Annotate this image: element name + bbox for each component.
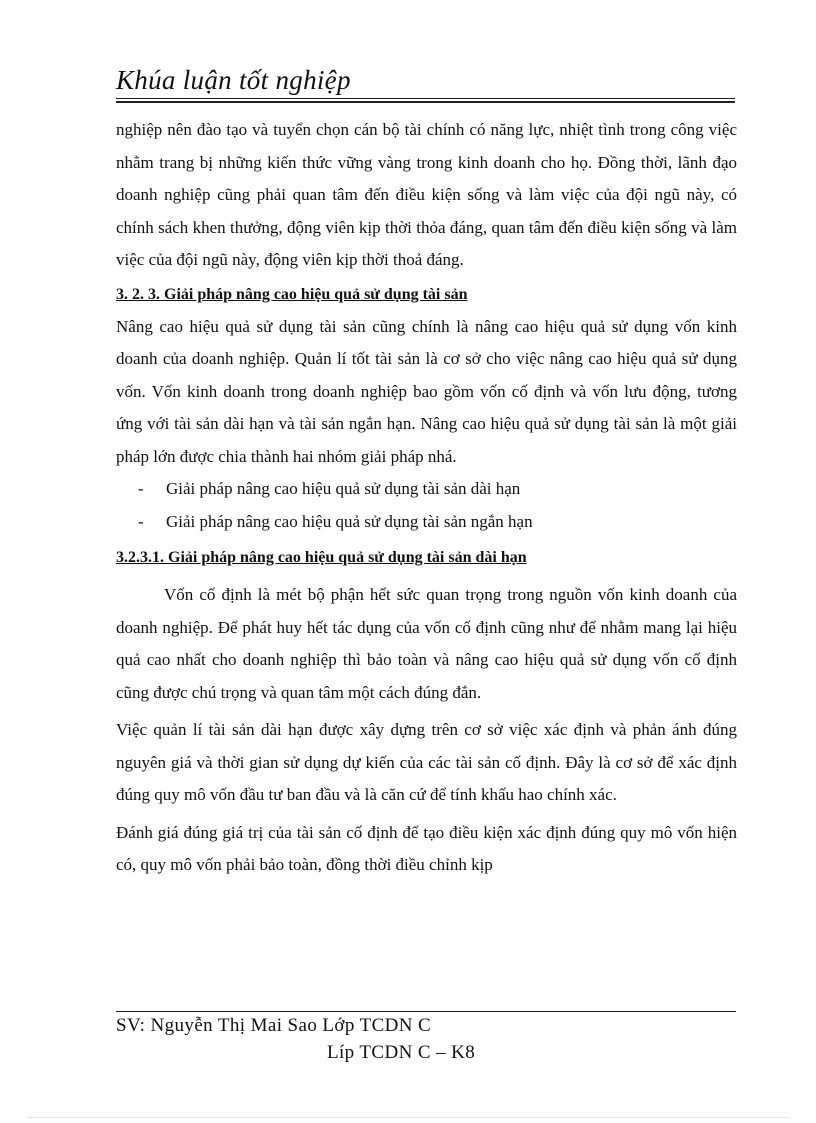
paragraph-valuation: Đánh giá đúng giá trị của tài sản cố định để tạo điều kiện xác định đúng quy mô vốn hiện có, quy mô vốn phải bảo toàn, đồng thời điều chỉnh kịp xyxy=(116,822,737,874)
section-heading-3-2-3-1: 3.2.3.1. Giải pháp nâng cao hiệu quả sử dụng tài sản dài hạn xyxy=(116,549,527,566)
list-item-text: Giải pháp nâng cao hiệu quả sử dụng tài sản ngắn hạn xyxy=(166,511,533,531)
paragraph-fixed-capital: Vốn cố định là mét bộ phận hết sức quan trọng trong nguồn vốn kinh doanh của doanh nghiệp. Để phát huy hết tác dụng của vốn cố định cũng như để nhằm mang lại hiệu quả cao nhất cho doanh nghiệp thì bảo toàn và nâng cao hiệu quả sử dụng vốn cố định cũng được chú trọng và quan tâm một cách đúng đắn. xyxy=(116,585,737,702)
solution-list xyxy=(116,473,737,538)
paragraph-intro: nghiệp nên đào tạo và tuyển chọn cán bộ tài chính có năng lực, nhiệt tình trong công việc nhằm trang bị những kiến thức vững vàng trong kinh doanh cho họ. Đồng thời, lãnh đạo doanh nghiệp cũng phải quan tâm đến điều kiện sống và làm việc của đội ngũ này, có chính sách khen thưởng, động viên kịp thời thỏa đáng, quan tâm đến điều kiện sống và làm việc của đội ngũ này, động viên kịp thời thoả đáng. xyxy=(116,120,737,269)
bullet-dash-icon: - xyxy=(138,479,144,498)
footer-student-line: SV: Nguyễn Thị Mai Sao Lớp TCDN C xyxy=(116,1015,432,1036)
footer-class-line: Líp TCDN C – K8 xyxy=(327,1042,476,1063)
document-body xyxy=(116,114,737,882)
header-rule-top xyxy=(116,98,735,99)
list-item-text: Giải pháp nâng cao hiệu quả sử dụng tài sản dài hạn xyxy=(166,479,521,498)
footer-rule xyxy=(116,1011,736,1012)
paragraph-asset-efficiency: Nâng cao hiệu quả sử dụng tài sản cũng chính là nâng cao hiệu quả sử dụng vốn kinh doanh của doanh nghiệp. Quản lí tốt tài sản là cơ sở cho việc nâng cao hiệu quả sử dụng vốn. Vốn kinh doanh trong doanh nghiệp bao gồm vốn cố định và vốn lưu động, tương ứng với tài sản dài hạn và tài sản ngắn hạn. Nâng cao hiệu quả sử dụng tài sản là một giải pháp lớn được chia thành hai nhóm giải pháp nhá. xyxy=(116,316,737,466)
list-item xyxy=(116,506,737,539)
header-rule-bottom xyxy=(116,101,735,103)
bullet-dash-icon: - xyxy=(138,511,144,531)
paragraph-long-term-assets: Việc quản lí tài sản dài hạn được xây dựng trên cơ sở việc xác định và phản ánh đúng nguyên giá và thời gian sử dụng dự kiến của các tài sản cố định. Đây là cơ sở để xác định đúng quy mô vốn đầu tư ban đầu và là căn cứ để tính khấu hao chính xác. xyxy=(116,720,737,804)
section-heading-3-2-3: 3. 2. 3. Giải pháp nâng cao hiệu quả sử dụng tài sản xyxy=(116,285,468,303)
page-header-title: Khúa luận tốt nghiệp xyxy=(116,65,351,95)
list-item xyxy=(116,473,737,506)
page-edge-dotted-line xyxy=(28,1117,788,1118)
